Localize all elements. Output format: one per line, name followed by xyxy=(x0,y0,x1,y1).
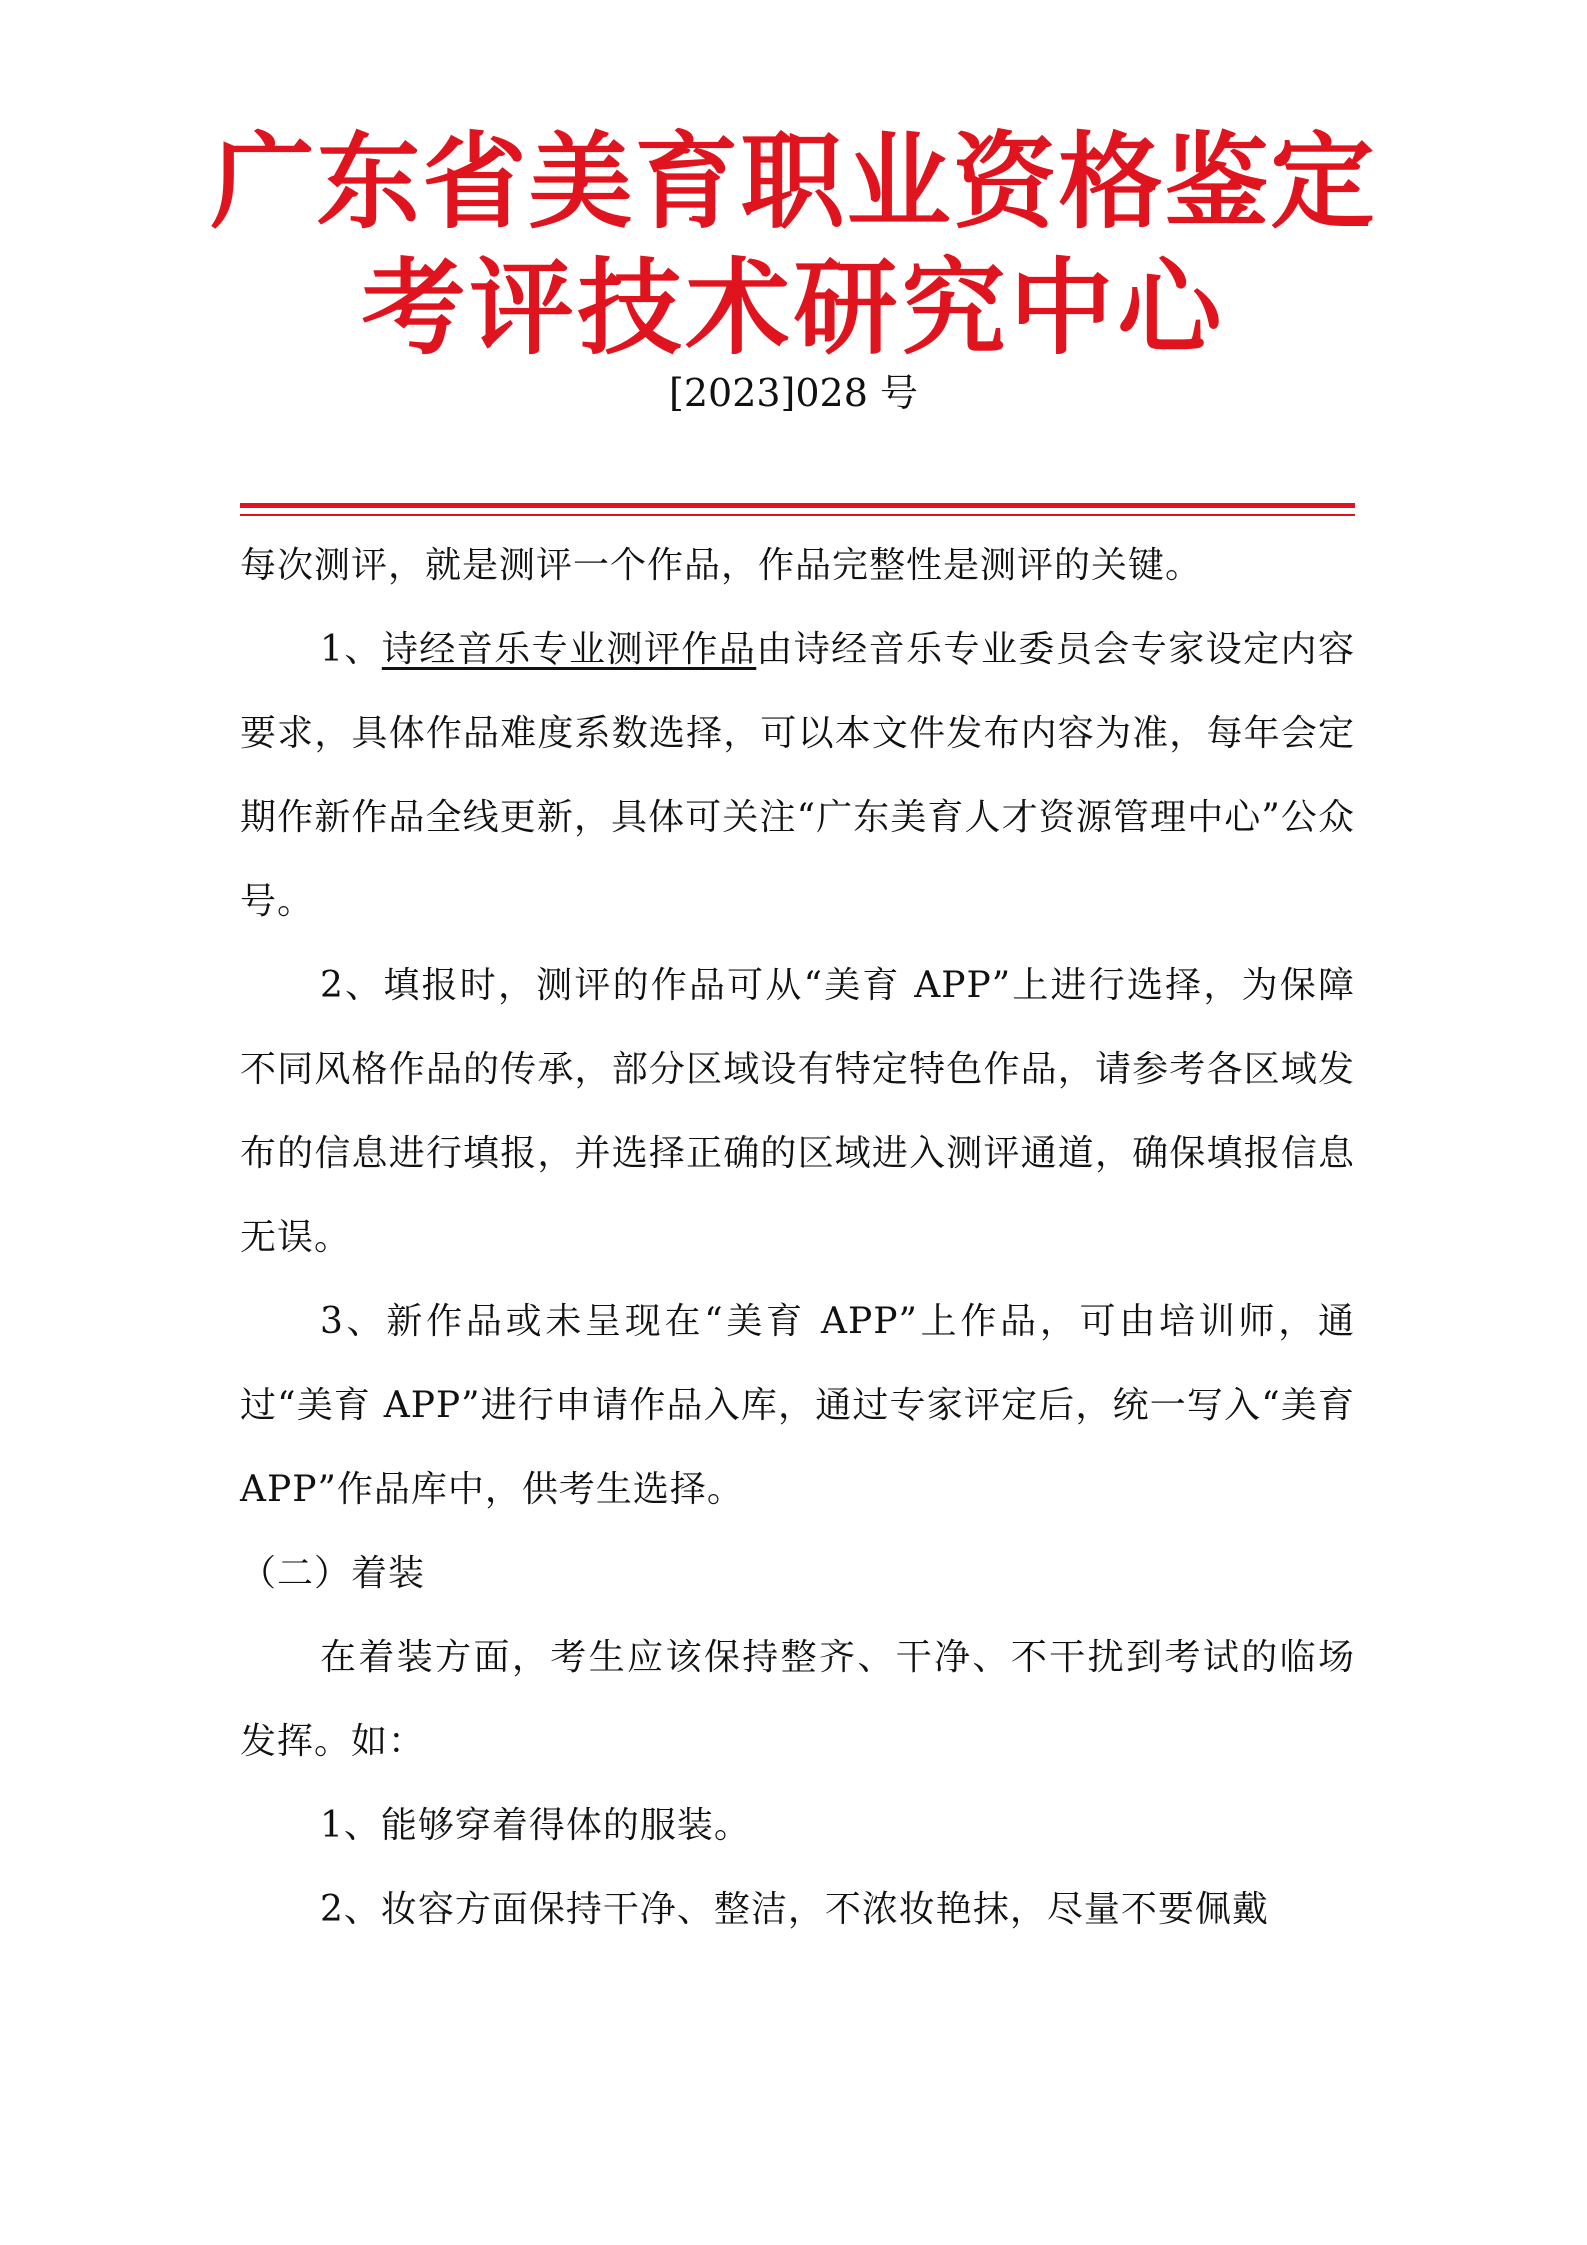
paragraph-intro: 每次测评，就是测评一个作品，作品完整性是测评的关键。 xyxy=(240,545,1203,586)
underlined-phrase: 诗经音乐专业测评作品 xyxy=(381,629,757,670)
item-1-number: 1、 xyxy=(320,629,382,670)
item-1-text: 由诗经音乐专业委员会专家设定内容要求，具体作品难度系数选择，可以本文件发布内容为准，每年会定期作新作品全线更新，具体可关注“广东美育人才资源管理中心”公众号。 xyxy=(240,629,1355,922)
paragraph-attire-item-2: 2、妆容方面保持干净、整洁，不浓妆艳抹，尽量不要佩戴 xyxy=(320,1889,1269,1930)
paragraph-attire-item-1: 1、能够穿着得体的服装。 xyxy=(320,1805,751,1846)
paragraph-item-3: 3、新作品或未呈现在“美育 APP”上作品，可由培训师，通过“美育 APP”进行申请作品入库，通过专家评定后，统一写入“美育 APP”作品库中，供考生选择。 xyxy=(240,1301,1355,1510)
red-header-rule-thick xyxy=(240,503,1355,508)
organization-title-line-1: 广东省美育职业资格鉴定 xyxy=(210,121,1377,243)
paragraph-item-1 xyxy=(240,608,1355,944)
paragraph-attire-intro: 在着装方面，考生应该保持整齐、干净、不干扰到考试的临场发挥。如： xyxy=(240,1637,1355,1762)
organization-title-line-2: 考评技术研究中心 xyxy=(361,247,1226,369)
section-heading-attire: （二）着装 xyxy=(240,1553,426,1594)
paragraph-item-2: 2、填报时，测评的作品可从“美育 APP”上进行选择，为保障不同风格作品的传承，部分区域设有特定特色作品，请参考各区域发布的信息进行填报，并选择正确的区域进入测评通道，确保填报信息无误。 xyxy=(240,965,1355,1258)
red-header-rule-thin xyxy=(240,514,1355,516)
document-body xyxy=(240,524,1355,1952)
document-number: [2023]028 号 xyxy=(669,371,918,415)
